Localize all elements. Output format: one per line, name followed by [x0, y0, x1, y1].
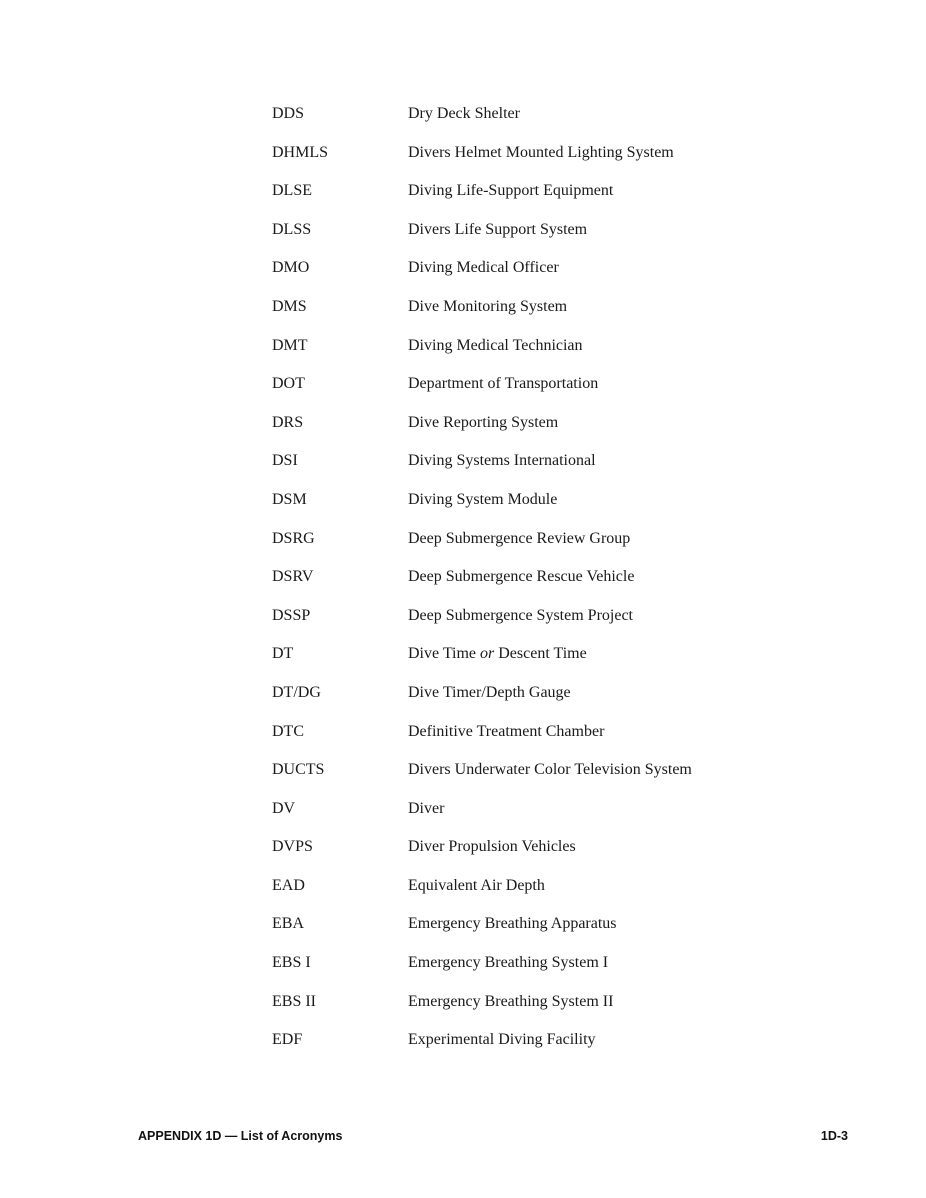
acronym: DDS: [272, 105, 305, 122]
acronym-meaning: Dive Reporting System: [408, 413, 559, 431]
acronym: DVPS: [272, 838, 313, 856]
acronym-meaning: Emergency Breathing System I: [408, 954, 609, 972]
acronym: EAD: [272, 876, 305, 894]
acronym-meaning: Emergency Breathing Apparatus: [408, 915, 617, 933]
acronym-row: [272, 565, 692, 604]
page-number: 1D-3: [820, 1129, 848, 1143]
acronym-meaning: Experimental Diving Facility: [408, 1031, 596, 1049]
acronym-row: [272, 604, 692, 643]
acronym: EDF: [272, 1031, 303, 1049]
acronym: DMS: [272, 297, 307, 315]
acronym-row: [272, 218, 692, 257]
acronym: DSM: [272, 490, 307, 508]
acronym-row: [272, 758, 692, 797]
acronym-row: [272, 951, 692, 990]
acronym: DTC: [272, 722, 304, 740]
acronym-row: [272, 642, 692, 681]
acronym: DLSS: [272, 220, 312, 238]
acronym: DHMLS: [272, 143, 329, 161]
meaning-text: Descent Time: [494, 645, 587, 663]
acronym-meaning: Deep Submergence Review Group: [408, 529, 631, 547]
acronym: DRS: [272, 413, 304, 431]
acronym-row: [272, 141, 692, 180]
acronym-row: [272, 681, 692, 720]
acronym-row: [272, 334, 692, 373]
acronym-meaning: Deep Submergence Rescue Vehicle: [408, 568, 635, 586]
acronym: DSI: [272, 452, 298, 470]
acronym: EBA: [272, 915, 304, 933]
meaning-italic-text: or: [480, 645, 495, 663]
acronym-list: [272, 102, 692, 1067]
acronym-row: [272, 990, 692, 1029]
acronym-row: [272, 256, 692, 295]
acronym-row: [272, 295, 692, 334]
acronym-row: [272, 179, 692, 218]
acronym: DMT: [272, 336, 308, 354]
acronym: DSRG: [272, 529, 315, 547]
acronym-meaning: Deep Submergence System Project: [408, 606, 633, 624]
acronym-meaning: Dry Deck Shelter: [408, 105, 520, 122]
acronym-row: [272, 720, 692, 759]
acronym: DUCTS: [272, 761, 325, 779]
meaning-text: Dive Time: [408, 645, 481, 663]
acronym-meaning: Dive Timer/Depth Gauge: [408, 683, 571, 701]
acronym-meaning: Emergency Breathing System II: [408, 992, 614, 1010]
acronym: DT: [272, 645, 294, 663]
acronym: EBS II: [272, 992, 316, 1010]
acronym-meaning: Diving Medical Officer: [408, 259, 559, 277]
acronym-row: [272, 912, 692, 951]
acronym-row: [272, 449, 692, 488]
footer-section-title: APPENDIX 1D — List of Acronyms: [138, 1129, 343, 1143]
acronym-row: [272, 835, 692, 874]
acronym-meaning: Diver Propulsion Vehicles: [408, 838, 576, 856]
acronym-meaning: Diving Medical Technician: [408, 336, 583, 354]
acronym: DOT: [272, 375, 305, 393]
acronym-row: [272, 874, 692, 913]
acronym-meaning: Diving Life-Support Equipment: [408, 182, 614, 200]
acronym: DT/DG: [272, 683, 321, 701]
acronym-meaning: Department of Transportation: [408, 375, 599, 393]
acronym: DMO: [272, 259, 310, 277]
acronym-row: [272, 102, 692, 141]
acronym-meaning: Diver: [408, 799, 445, 817]
acronym: DLSE: [272, 182, 312, 200]
acronym-meaning: Divers Underwater Color Television System: [408, 761, 692, 779]
acronym-meaning: Dive Monitoring System: [408, 297, 568, 315]
acronym-row: [272, 1028, 692, 1067]
acronym-meaning: Divers Life Support System: [408, 220, 588, 238]
acronym: DSRV: [272, 568, 314, 586]
acronym: DSSP: [272, 606, 311, 624]
acronym-meaning: [408, 642, 587, 666]
acronym: EBS I: [272, 954, 311, 972]
acronym-row: [272, 411, 692, 450]
acronym-meaning: Diving System Module: [408, 490, 558, 508]
acronym-meaning: Diving Systems International: [408, 452, 596, 470]
page-footer: [138, 1127, 848, 1145]
acronym: DV: [272, 799, 296, 817]
acronym-row: [272, 797, 692, 836]
acronym-row: [272, 488, 692, 527]
acronym-meaning: Definitive Treatment Chamber: [408, 722, 605, 740]
acronym-row: [272, 527, 692, 566]
acronym-meaning: Equivalent Air Depth: [408, 876, 545, 894]
acronym-row: [272, 372, 692, 411]
acronym-meaning: Divers Helmet Mounted Lighting System: [408, 143, 674, 161]
